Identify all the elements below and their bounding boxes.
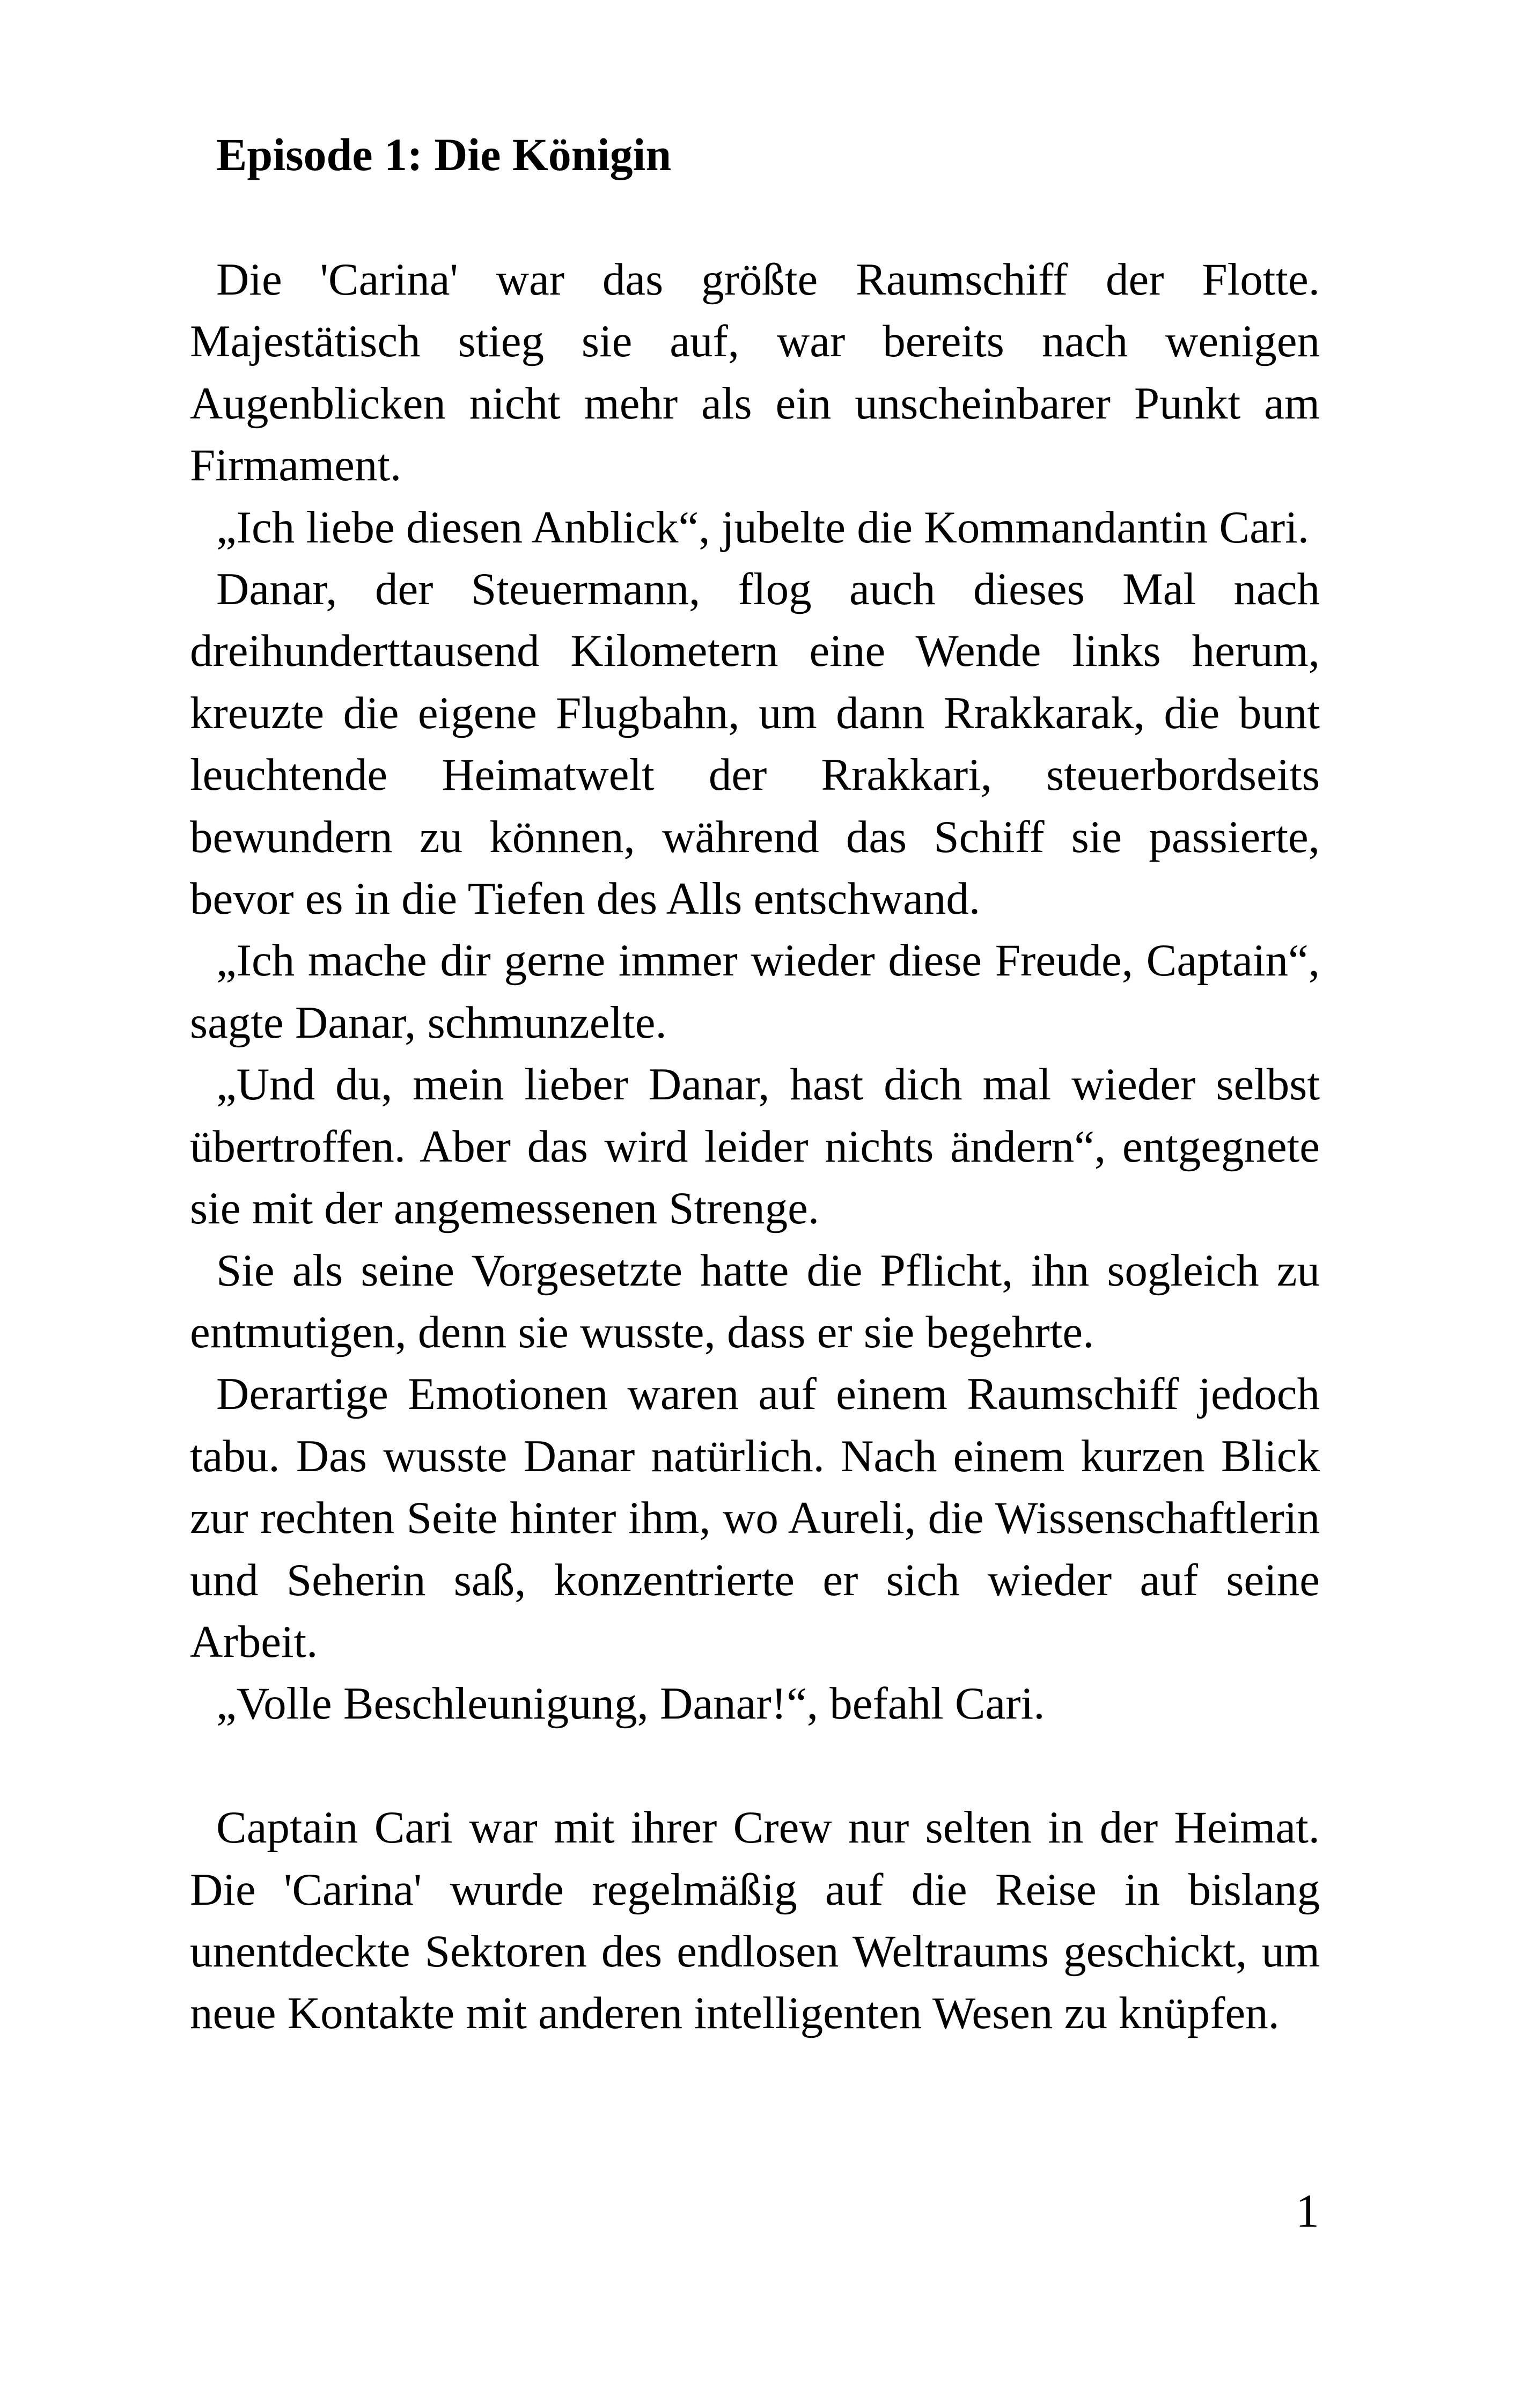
episode-heading: Episode 1: Die Königin — [216, 129, 672, 180]
paragraph: „Ich liebe diesen Anblick“, jubelte die Kommandantin Cari. — [216, 502, 1310, 553]
section-break — [190, 1735, 1320, 1797]
chapter-text — [190, 249, 1320, 2045]
paragraph: Die 'Carina' war das größte Raumschiff der Flotte. Majestätisch stieg sie auf, war bereits nach wenigen Augenblicken nicht mehr als ein unscheinbarer Punkt am Firmament. — [190, 254, 1320, 491]
paragraph: „Volle Beschleunigung, Danar!“, befahl Cari. — [216, 1678, 1045, 1729]
page-number: 1 — [1296, 2185, 1319, 2237]
paragraph: Danar, der Steuermann, flog auch dieses Mal nach dreihunderttausend Kilometern eine Wende links herum, kreuzte die eigene Flugbahn, um dann Rrakkarak, die bunt leuchtende Heimatwelt der Rrakkari, steuerbordseits bewundern zu können, während das Schiff sie passierte, bevor es in die Tiefen des Alls entschwand. — [190, 564, 1320, 924]
paragraph: „Und du, mein lieber Danar, hast dich mal wieder selbst übertroffen. Aber das wird leider nichts ändern“, entgegnete sie mit der angemessenen Strenge. — [190, 1059, 1320, 1234]
paragraph: „Ich mache dir gerne immer wieder diese Freude, Captain“, sagte Danar, schmunzelte. — [190, 935, 1320, 1048]
paragraph: Sie als seine Vorgesetzte hatte die Pflicht, ihn sogleich zu entmutigen, denn sie wusste, dass er sie begehrte. — [190, 1245, 1320, 1357]
paragraph: Derartige Emotionen waren auf einem Raumschiff jedoch tabu. Das wusste Danar natürlich. Nach einem kurzen Blick zur rechten Seite hinter ihm, wo Aureli, die Wissenschaftlerin und Seherin saß, konzentrierte er sich wieder auf seine Arbeit. — [190, 1369, 1320, 1667]
paragraph: Captain Cari war mit ihrer Crew nur selten in der Heimat. Die 'Carina' wurde regelmäßig auf die Reise in bislang unentdeckte Sektoren des endlosen Weltraums geschickt, um neue Kontakte mit anderen intelligenten Wesen zu knüpfen. — [190, 1802, 1320, 2039]
